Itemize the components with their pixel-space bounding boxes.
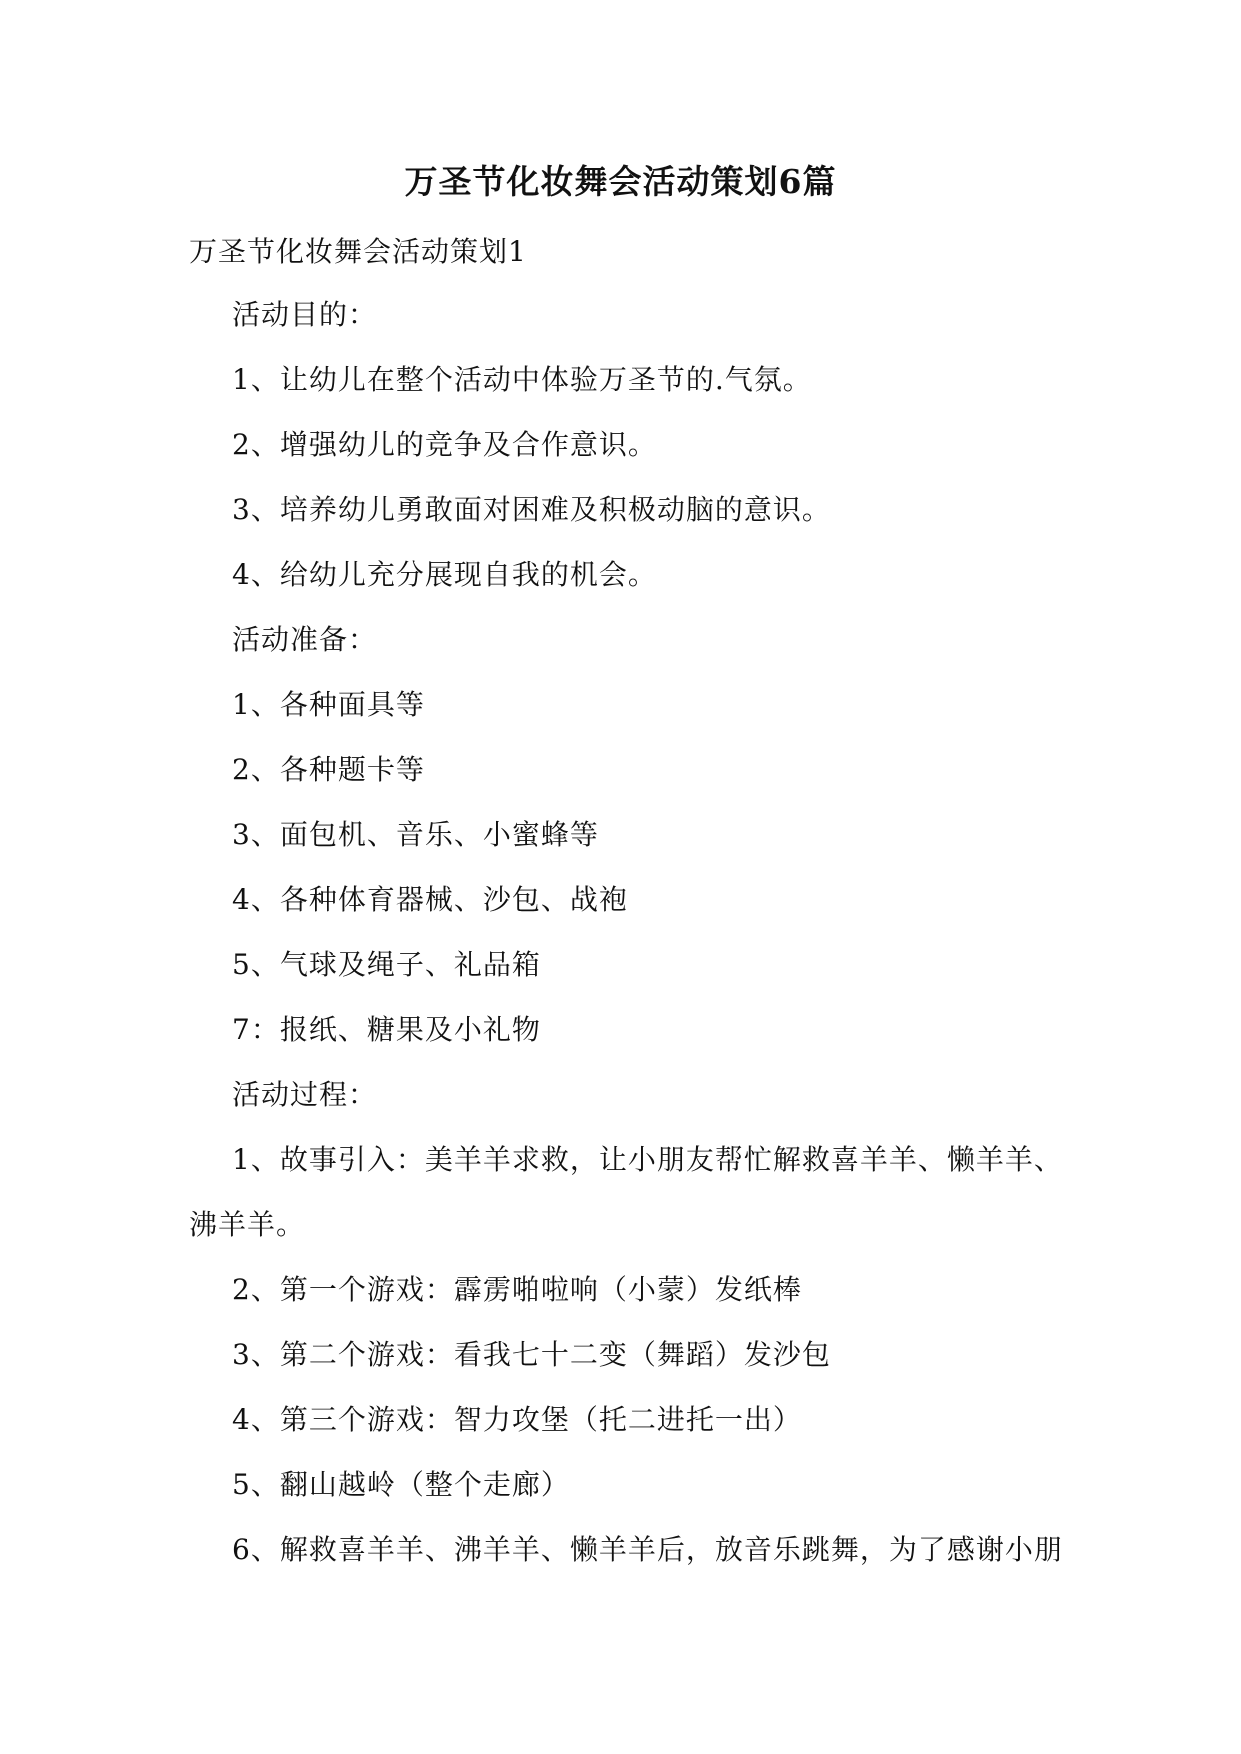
paragraph-line: 7：报纸、糖果及小礼物 (232, 1013, 541, 1046)
paragraph-line: 3、面包机、音乐、小蜜蜂等 (232, 818, 599, 851)
paragraph-line: 6、解救喜羊羊、沸羊羊、懒羊羊后，放音乐跳舞，为了感谢小朋 (232, 1533, 1063, 1566)
paragraph-preparation-heading: 活动准备： (232, 623, 378, 656)
paragraph-line: 4、第三个游戏：智力攻堡（托二进托一出） (232, 1403, 802, 1436)
paragraph-line: 5、气球及绳子、礼品箱 (232, 948, 541, 981)
paragraph-line: 2、增强幼儿的竞争及合作意识。 (232, 428, 657, 461)
paragraph-line: 3、第二个游戏：看我七十二变（舞蹈）发沙包 (232, 1338, 831, 1371)
paragraph-line: 1、让幼儿在整个活动中体验万圣节的.气氛。 (232, 363, 812, 396)
paragraph-line: 4、给幼儿充分展现自我的机会。 (232, 558, 657, 591)
paragraph-line: 2、第一个游戏：霹雳啪啦响（小蒙）发纸棒 (232, 1273, 802, 1306)
paragraph-line: 3、培养幼儿勇敢面对困难及积极动脑的意识。 (232, 493, 831, 526)
paragraph-line: 1、各种面具等 (232, 688, 425, 721)
paragraph-line: 1、故事引入：美羊羊求救，让小朋友帮忙解救喜羊羊、懒羊羊、 (232, 1143, 1063, 1176)
paragraph-process-heading: 活动过程： (232, 1078, 378, 1111)
paragraph-line: 4、各种体育器械、沙包、战袍 (232, 883, 628, 916)
paragraph-line-continuation: 沸羊羊。 (189, 1208, 306, 1241)
paragraph-line: 5、翻山越岭（整个走廊） (232, 1468, 570, 1501)
paragraph-line: 2、各种题卡等 (232, 753, 425, 786)
section-heading: 万圣节化妆舞会活动策划1 (189, 235, 527, 268)
document-title: 万圣节化妆舞会活动策划6篇 (404, 162, 837, 201)
paragraph-purpose-heading: 活动目的： (232, 298, 378, 331)
